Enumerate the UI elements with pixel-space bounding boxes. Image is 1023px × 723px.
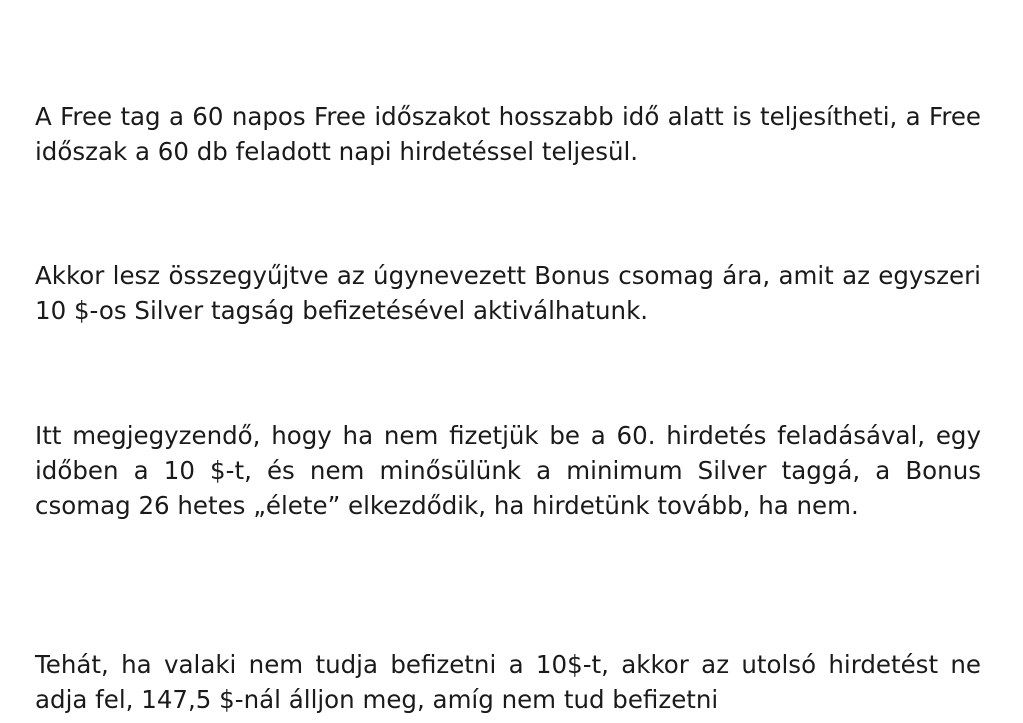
paragraph-bonus-package: Akkor lesz összegyűjtve az úgynevezett Bonus csomag ára, amit az egyszeri 10 $-os Silver tagság befizetésével aktiválhatunk.: [35, 261, 981, 325]
paragraph-free-period: A Free tag a 60 napos Free időszakot hosszabb idő alatt is teljesítheti, a Free időszak a 60 db feladott napi hirdetéssel teljesül.: [35, 102, 981, 166]
paragraph-note: Itt megjegyzendő, hogy ha nem fizetjük be a 60. hirdetés feladásával, egy időben a 10 $-t, és nem minősülünk a minimum Silver taggá, a Bonus csomag 26 hetes „élete” elkezdődik, ha hirdetünk tovább, ha nem.: [35, 421, 981, 520]
paragraph-advice: Tehát, ha valaki nem tudja befizetni a 10$-t, akkor az utolsó hirdetést ne adja fel, 147,5 $-nál álljon meg, amíg nem tud befizetni: [35, 650, 981, 714]
